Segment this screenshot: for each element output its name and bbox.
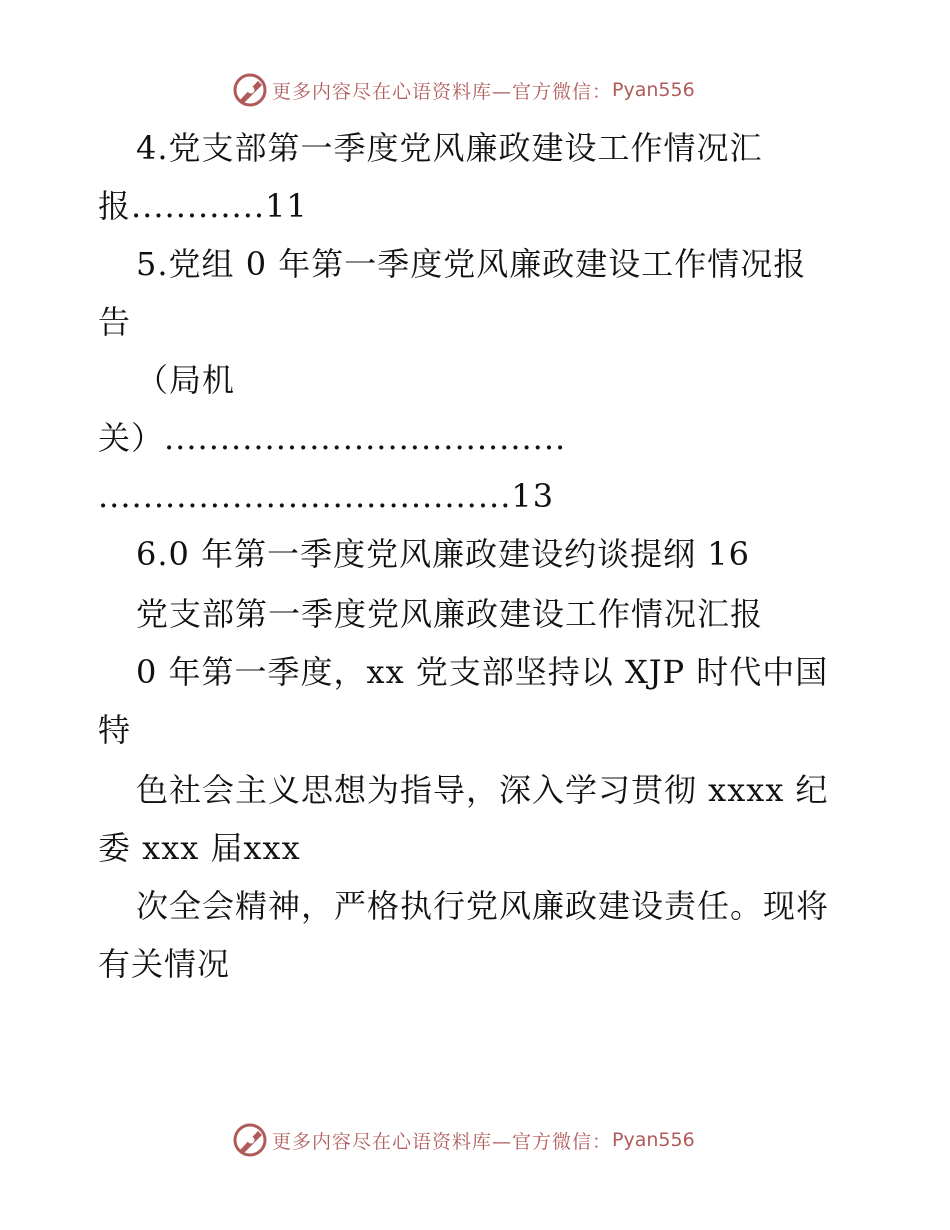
toc-item-5-sub-cont: 关）.................................... bbox=[98, 419, 567, 457]
toc-item-5-sub: （局机 bbox=[136, 361, 236, 399]
body-paragraph-line: 特 bbox=[98, 711, 132, 749]
footer-watermark bbox=[232, 1122, 695, 1158]
header-watermark bbox=[232, 72, 695, 108]
watermark-text: 更多内容尽在心语资料库—官方微信： bbox=[272, 80, 613, 103]
toc-item-4: 4.党支部第一季度党风廉政建设工作情况汇 bbox=[136, 129, 763, 167]
toc-item-5-cont: 告 bbox=[98, 303, 132, 341]
watermark-contact: Pyan556 bbox=[612, 1129, 695, 1151]
body-paragraph-line: 0 年第一季度，xx 党支部坚持以 XJP 时代中国 bbox=[136, 653, 829, 691]
toc-item-5-leader: .....................................13 bbox=[98, 477, 555, 515]
pen-logo-icon bbox=[232, 72, 268, 108]
body-paragraph-line: 委 xxx 届xxx bbox=[98, 829, 301, 867]
watermark-contact: Pyan556 bbox=[612, 79, 695, 101]
toc-item-4-cont: 报............11 bbox=[98, 187, 308, 225]
pen-logo-icon bbox=[232, 1122, 268, 1158]
toc-item-5: 5.党组 0 年第一季度党风廉政建设工作情况报 bbox=[136, 245, 807, 283]
watermark-text: 更多内容尽在心语资料库—官方微信： bbox=[272, 1130, 613, 1153]
body-paragraph-line: 色社会主义思想为指导，深入学习贯彻 xxxx 纪 bbox=[136, 771, 829, 809]
body-paragraph-line: 有关情况 bbox=[98, 945, 231, 983]
body-paragraph-line: 次全会精神，严格执行党风廉政建设责任。现将 bbox=[136, 887, 830, 925]
toc-item-6: 6.0 年第一季度党风廉政建设约谈提纲 16 bbox=[136, 535, 750, 573]
section-title: 党支部第一季度党风廉政建设工作情况汇报 bbox=[136, 595, 764, 633]
